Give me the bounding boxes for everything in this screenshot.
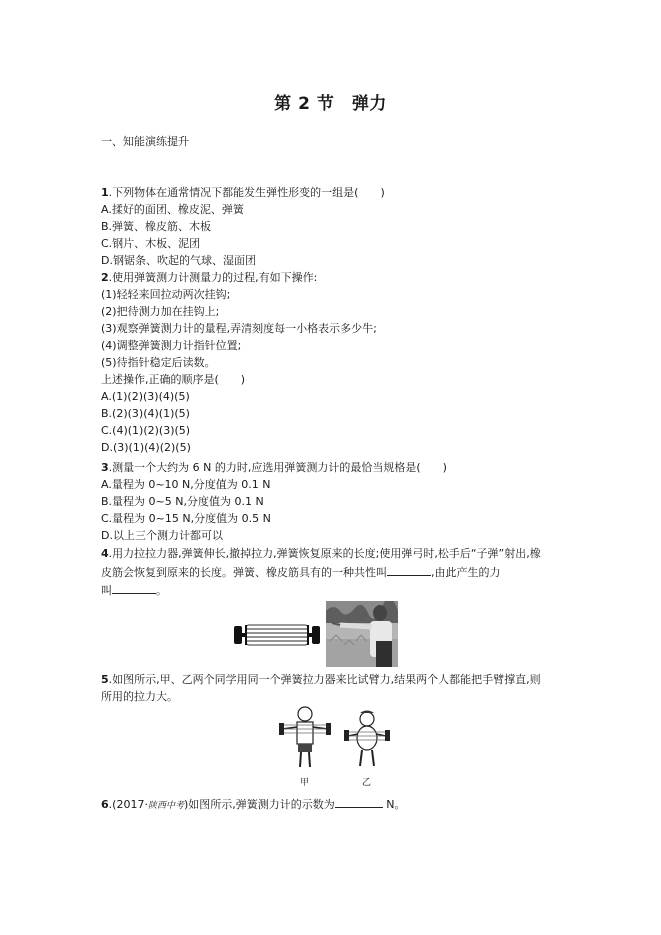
question-text-line-2: 所用的拉力大。 [101,690,178,703]
option-c: C.钢片、木板、泥团 [101,237,201,250]
question-text: .测量一个大约为 6 N 的力时,应选用弹簧测力计的最恰当规格是( ) [108,461,447,474]
chest-expander-figure [233,620,321,650]
student-jia-figure [278,705,333,771]
step-4: (4)调整弹簧测力计指针位置; [101,339,242,352]
answer-blank-1[interactable] [387,565,431,576]
question-number: 4 [101,547,109,560]
option-d: D.钢锯条、吹起的气球、湿面团 [101,254,256,267]
question-number: 1 [101,186,109,199]
question-text: .下列物体在通常情况下都能发生弹性形变的一组是( ) [108,186,385,199]
question-stem [101,547,541,561]
option-a: A.揉好的面团、橡皮泥、弹簧 [101,203,244,216]
text-segment: )如图所示,弹簧测力计的示数为 [183,798,335,811]
option-b: B.量程为 0~5 N,分度值为 0.1 N [101,495,264,508]
question-text: .用力拉拉力器,弹簧伸长,撤掉拉力,弹簧恢复原来的长度;使用弹弓时,松手后“子弹”射出,橡 [108,547,541,560]
option-b: B.弹簧、橡皮筋、木板 [101,220,212,233]
option-d: D.以上三个测力计都可以 [101,529,223,542]
text-segment: N。 [382,798,406,811]
text-segment: ,由此产生的力 [431,566,501,579]
question-stem [101,271,317,285]
text-segment: 叫 [101,584,112,597]
step-1: (1)轻轻来回拉动两次挂钩; [101,288,231,301]
question-text: 上述操作,正确的顺序是( ) [101,373,246,386]
question-text-line-2 [101,565,501,580]
section-heading: 一、知能演练提升 [101,135,189,148]
option-b: B.(2)(3)(4)(1)(5) [101,407,190,420]
question-text-line-3 [101,583,167,598]
text-segment: .(2017· [108,798,148,811]
student-yi-figure [342,710,392,770]
question-number: 2 [101,271,109,284]
answer-blank-2[interactable] [112,583,156,594]
step-2: (2)把待测力加在挂钩上; [101,305,220,318]
step-5: (5)待指针稳定后读数。 [101,356,216,369]
question-number: 6 [101,798,109,811]
question-stem [101,461,447,475]
option-c: C.(4)(1)(2)(3)(5) [101,424,191,437]
answer-blank[interactable] [335,797,383,808]
step-3: (3)观察弹簧测力计的量程,弄清刻度每一小格表示多少牛; [101,322,377,335]
question-stem [101,797,405,813]
option-d: D.(3)(1)(4)(2)(5) [101,441,191,454]
question-stem [101,186,385,200]
option-a: A.(1)(2)(3)(4)(5) [101,390,190,403]
question-text: .使用弹簧测力计测量力的过程,有如下操作: [108,271,318,284]
question-text: .如图所示,甲、乙两个同学用同一个弹簧拉力器来比试臂力,结果两个人都能把手臂撑直,则 [108,673,541,686]
text-segment: 。 [156,584,167,597]
question-number: 5 [101,673,109,686]
text-segment: 皮筋会恢复到原来的长度。弹簧、橡皮筋具有的一种共性叫 [101,566,387,579]
source-label: 陕西中考 [147,801,184,811]
slingshot-photo [326,601,398,667]
page-title: 第 2 节 弹力 [274,94,387,114]
question-stem [101,673,541,687]
option-c: C.量程为 0~15 N,分度值为 0.5 N [101,512,271,525]
label-yi: 乙 [362,778,372,788]
question-number: 3 [101,461,109,474]
option-a: A.量程为 0~10 N,分度值为 0.1 N [101,478,271,491]
label-jia: 甲 [300,778,310,788]
